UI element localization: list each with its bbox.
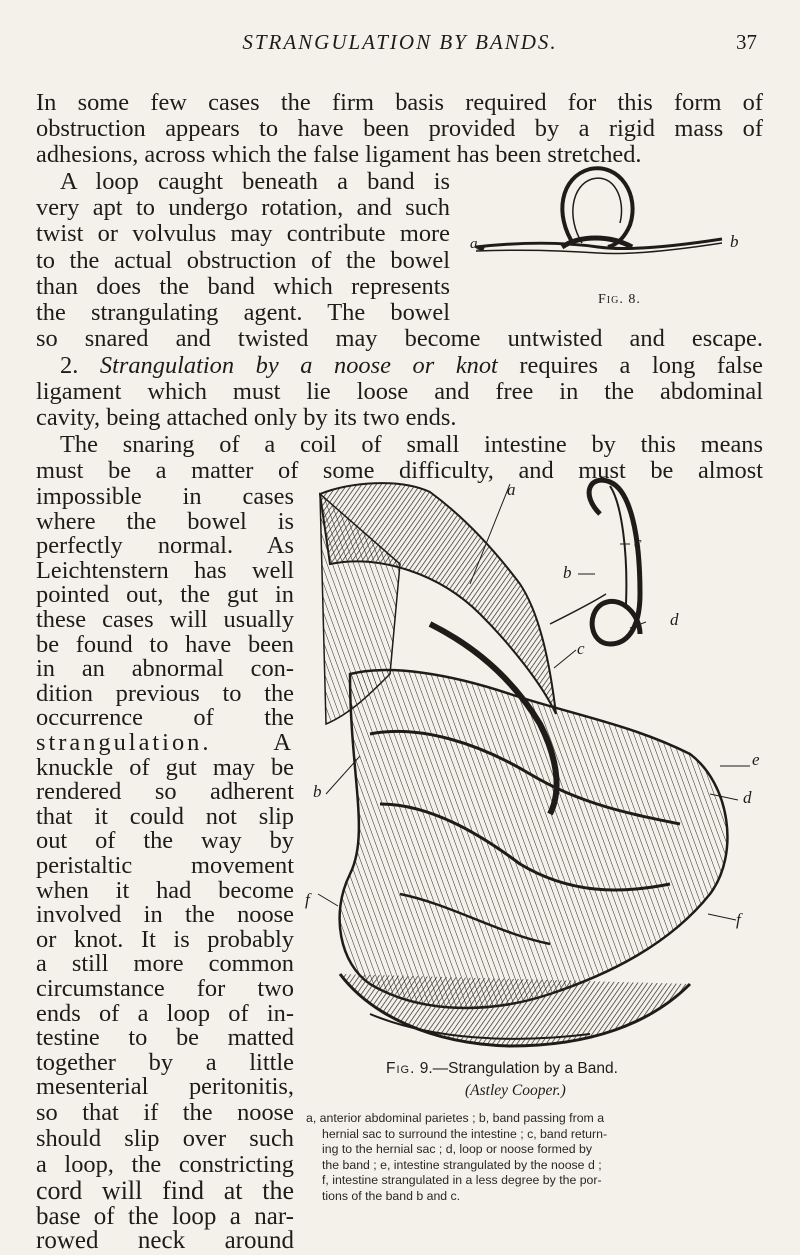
body-line: involved in the noose	[36, 901, 294, 929]
body-line	[60, 351, 763, 380]
section-heading: Strangulation by a noose or knot	[99, 352, 498, 379]
body-line: twist or volvulus may contribute more	[36, 220, 450, 247]
body-line: out of the way by	[36, 827, 294, 855]
body-line: the strangulating agent. The bowel	[36, 299, 450, 326]
body-line: pointed out, the gut in	[36, 581, 294, 609]
fig9-label-c-mid: c	[577, 639, 585, 658]
figure-9-attribution: (Astley Cooper.)	[465, 1082, 566, 1099]
body-text: requires a long false	[519, 352, 763, 379]
body-line: than does the band which represents	[36, 273, 450, 300]
body-line: rendered so adherent	[36, 778, 294, 806]
fig9-label-a: a	[507, 480, 516, 499]
list-number: 2.	[60, 352, 79, 379]
fig8-label-b: b	[730, 232, 739, 251]
figure-9-legend	[306, 1111, 768, 1204]
body-line: ends of a loop of in-	[36, 999, 294, 1027]
body-line: together by a little	[36, 1048, 294, 1076]
body-line: base of the loop a nar-	[36, 1203, 294, 1230]
body-line: very apt to undergo rotation, and such	[36, 194, 450, 221]
page-number: 37	[736, 30, 757, 54]
body-line: a still more common	[36, 950, 294, 978]
body-line: testine to be matted	[36, 1024, 294, 1052]
body-line: Leichtenstern has well	[36, 556, 294, 584]
legend-line: the band ; e, intestine strangulated by the noose d ;	[322, 1157, 602, 1172]
figure-9-caption	[386, 1059, 618, 1078]
body-line: adhesions, across which the false ligament has been stretched.	[36, 141, 642, 168]
body-line: obstruction appears to have been provided by a rigid mass of	[36, 115, 763, 142]
body-line: A loop caught beneath a band is	[60, 168, 450, 195]
body-line: impossible in cases	[36, 483, 294, 510]
figure-8-caption: Fig. 8.	[598, 292, 641, 307]
body-line: circumstance for two	[36, 975, 294, 1002]
body-line: occurrence of the	[36, 704, 294, 732]
body-line: when it had become	[36, 876, 294, 904]
fig9-label-e: e	[752, 750, 760, 769]
body-line: perfectly normal. As	[36, 532, 294, 560]
body-line: in an abnormal con-	[36, 655, 294, 683]
fig9-label-d-top: d	[670, 610, 679, 629]
body-line: so snared and twisted may become untwisted and escape.	[36, 325, 763, 352]
body-line: or knot. It is probably	[36, 925, 294, 953]
body-line: knuckle of gut may be	[36, 753, 294, 781]
figure-9-caption-prefix: Fig.	[386, 1060, 416, 1077]
figure-9-caption-title: 9.—Strangulation by a Band.	[419, 1060, 618, 1077]
fig9-label-b-top: b	[563, 563, 572, 582]
fig9-label-f-right: f	[736, 910, 741, 929]
body-line: cord will find at the	[36, 1176, 294, 1205]
legend-line: tions of the band b and c.	[322, 1188, 461, 1203]
legend-line: a, anterior abdominal parietes ; b, band passing from a	[306, 1111, 605, 1125]
body-line: a loop, the constricting	[36, 1151, 294, 1178]
body-line: so that if the noose	[36, 1099, 294, 1126]
body-line: rowed neck around	[36, 1227, 294, 1254]
legend-line: hernial sac to surround the intestine ; c, band return-	[322, 1126, 608, 1141]
body-line: be found to have been	[36, 630, 294, 658]
fig9-label-f-left: f	[305, 890, 310, 909]
figure-8-illustration	[470, 155, 730, 270]
figure-9-illustration	[310, 474, 750, 1064]
body-line: In some few cases the firm basis required for this form of	[36, 89, 763, 116]
body-line: dition previous to the	[36, 679, 294, 707]
body-line: where the bowel is	[36, 507, 294, 535]
body-line: these cases will usually	[36, 606, 294, 633]
body-line: cavity, being attached only by its two ends.	[36, 404, 457, 431]
body-line: ligament which must lie loose and free in the abdominal	[36, 378, 763, 405]
legend-line: f, intestine strangulated in a less degree by the por-	[322, 1173, 602, 1187]
running-title: STRANGULATION BY BANDS.	[242, 30, 558, 54]
legend-line: ing to the hernial sac ; d, loop or noose formed by	[322, 1142, 593, 1156]
body-line: mesenterial peritonitis,	[36, 1073, 294, 1100]
body-line: must be a matter of some difficulty, and must be almost	[36, 457, 763, 484]
body-line: The snaring of a coil of small intestine by this means	[60, 431, 763, 458]
body-line: to the actual obstruction of the bowel	[36, 247, 450, 274]
fig9-label-d-low: d	[743, 788, 752, 807]
body-line: that it could not slip	[36, 802, 294, 830]
fig8-label-a: a	[470, 236, 478, 252]
body-line: strangulation. A	[36, 729, 294, 756]
body-line: peristaltic movement	[36, 852, 294, 879]
fig9-label-b-low: b	[313, 782, 322, 801]
fig9-label-c-top: c	[634, 533, 642, 552]
body-line: should slip over such	[36, 1125, 294, 1152]
